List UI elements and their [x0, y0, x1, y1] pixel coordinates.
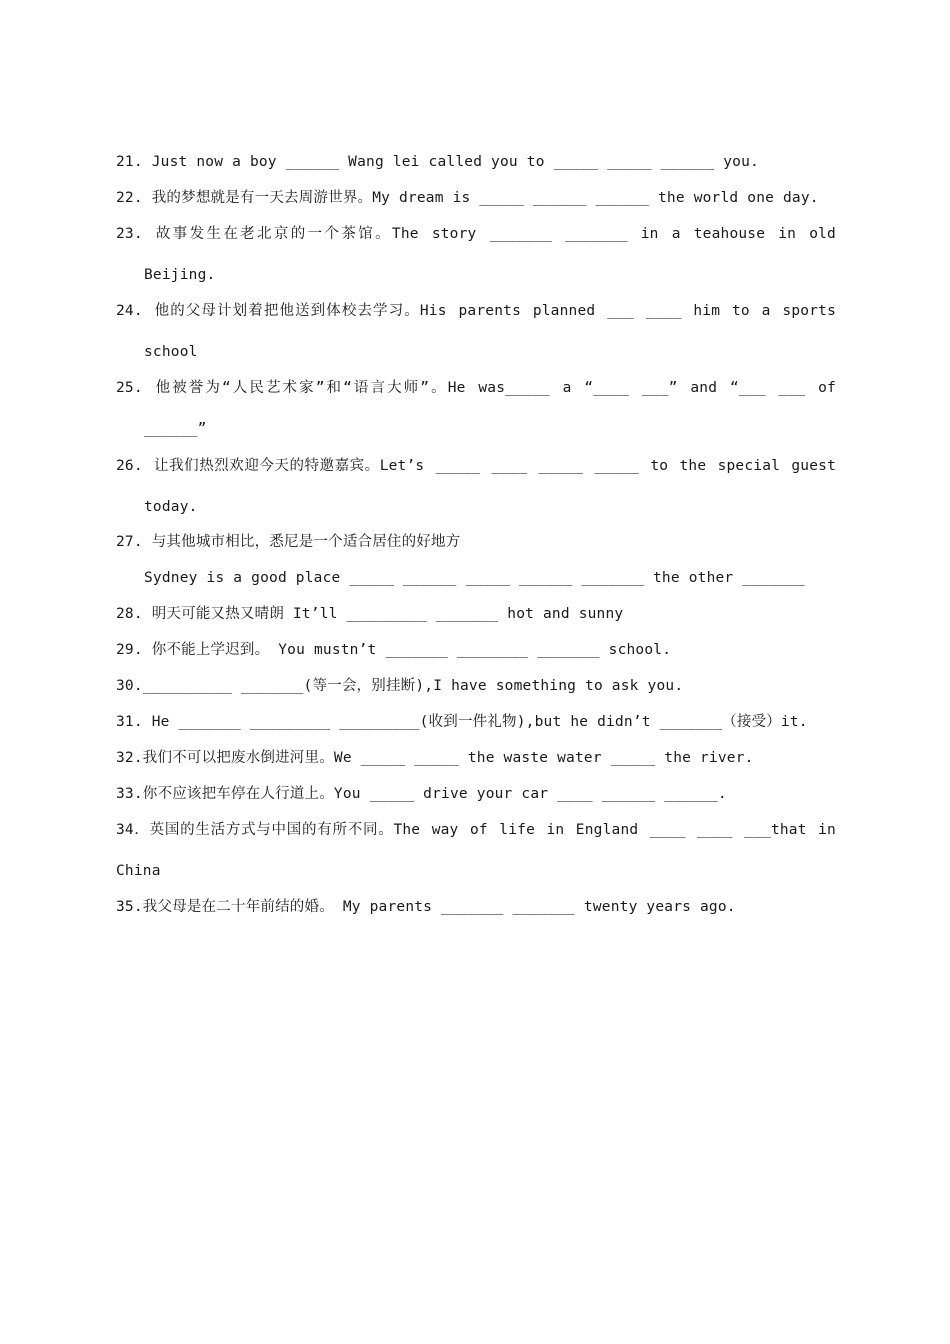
- question-25: 25. 他被誉为“人民艺术家”和“语言大师”。He was_____ a “____ ___” and “___ ___ of: [116, 380, 836, 396]
- question-33: 33.你不应该把车停在人行道上。You _____ drive your car ____ ______ ______.: [116, 786, 727, 802]
- question-31: 31. He _______ _________ _________(收到一件礼物),but he didn’t _______（接受）it.: [116, 714, 808, 730]
- question-23-continuation: Beijing.: [144, 267, 216, 283]
- question-22: 22. 我的梦想就是有一天去周游世界。My dream is _____ ______ ______ the world one day.: [116, 190, 819, 206]
- question-21: 21. Just now a boy ______ Wang lei called you to _____ _____ ______ you.: [116, 154, 759, 170]
- question-24-continuation: school: [144, 344, 198, 360]
- question-30: 30.__________ _______(等一会，别挂断),I have something to ask you.: [116, 678, 684, 694]
- question-34-continuation: China: [116, 863, 161, 879]
- question-32: 32.我们不可以把废水倒进河里。We _____ _____ the waste water _____ the river.: [116, 750, 754, 766]
- question-24: 24. 他的父母计划着把他送到体校去学习。His parents planned ___ ____ him to a sports: [116, 303, 836, 319]
- question-27-continuation: Sydney is a good place _____ ______ _____ ______ _______ the other _______: [144, 570, 805, 586]
- question-29: 29. 你不能上学迟到。 You mustn’t _______ ________ _______ school.: [116, 642, 672, 658]
- question-35: 35.我父母是在二十年前结的婚。 My parents _______ _______ twenty years ago.: [116, 899, 736, 915]
- question-28: 28. 明天可能又热又晴朗 It’ll _________ _______ hot and sunny: [116, 606, 624, 622]
- question-23: 23. 故事发生在老北京的一个茶馆。The story _______ _______ in a teahouse in old: [116, 226, 836, 242]
- question-26-continuation: today.: [144, 499, 198, 515]
- question-26: 26. 让我们热烈欢迎今天的特邀嘉宾。Let’s _____ ____ _____ _____ to the special guest: [116, 458, 836, 474]
- question-25-continuation: ______”: [144, 421, 207, 437]
- question-34: 34．英国的生活方式与中国的有所不同。The way of life in England ____ ____ ___that in: [116, 822, 836, 838]
- question-27: 27. 与其他城市相比，悉尼是一个适合居住的好地方: [116, 534, 461, 550]
